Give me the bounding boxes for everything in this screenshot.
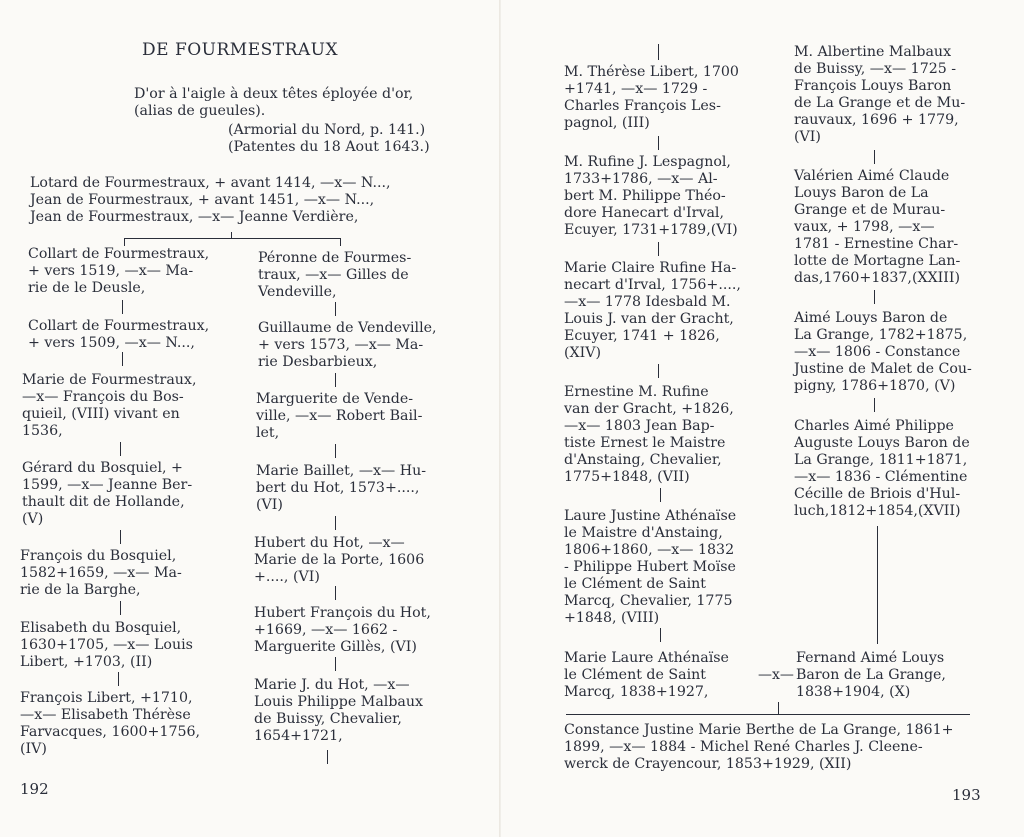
page-number-right: 193: [952, 786, 981, 804]
branch-tick-center: [231, 232, 232, 239]
branch-tick-left: [124, 238, 125, 246]
union-connector-vertical: [778, 702, 779, 714]
entry-gerard-bosquiel: Gérard du Bosquiel, + 1599, —x— Jeanne Ber- thault dit de Hollande, (V): [22, 460, 193, 527]
descent-line: [335, 586, 336, 600]
marriage-mark: —x—: [758, 667, 794, 683]
descent-line: [335, 373, 336, 387]
entry-marie-claire-rufine: Marie Claire Rufine Ha- necart d'Irval, 1756+...., —x— 1778 Idesbald M. Louis J. van der Gracht, Ecuyer, 1741 + 1826, (XIV): [564, 260, 741, 361]
entry-hubert-du-hot: Hubert du Hot, —x— Marie de la Porte, 1606 +...., (VI): [254, 535, 425, 585]
entry-ernestine-gracht: Ernestine M. Rufine van der Gracht, +1826, —x— 1803 Jean Bap- tiste Ernest le Maistre d'Anstaing, Chevalier, 1775+1848, (VII): [564, 384, 734, 485]
descent-line: [335, 516, 336, 530]
descent-line: [874, 290, 875, 304]
descent-line: [335, 444, 336, 458]
blazon-text: D'or à l'aigle à deux têtes éployée d'or, (alias de gueules).: [134, 86, 414, 119]
descent-line: [660, 488, 661, 502]
descent-line: [120, 442, 121, 456]
right-page: [500, 0, 1024, 837]
descent-line: [874, 150, 875, 164]
descent-line: [660, 628, 661, 642]
entry-francois-libert: François Libert, +1710, —x— Elisabeth Thérèse Farvacques, 1600+1756, (IV): [20, 690, 201, 757]
descent-line: [658, 136, 659, 150]
family-title: DE FOURMESTRAUX: [142, 40, 339, 60]
root-ancestors: Lotard de Fourmestraux, + avant 1414, —x— N..., Jean de Fourmestraux, + avant 1451, —x— N..., Jean de Fourmestraux, —x— Jeanne Verdière,: [30, 175, 391, 225]
entry-aime-louys: Aimé Louys Baron de La Grange, 1782+1875, —x— 1806 - Constance Justine de Malet de Cou- pigny, 1786+1870, (V): [794, 310, 972, 394]
continuation-line: [658, 44, 659, 60]
entry-collart-1519: Collart de Fourmestraux, + vers 1519, —x— Ma- rie de le Deusle,: [28, 246, 210, 296]
armorial-reference: (Armorial du Nord, p. 141.): [228, 122, 426, 138]
branch-connector: [124, 238, 340, 239]
entry-marie-j-du-hot: Marie J. du Hot, —x— Louis Philippe Malbaux de Buissy, Chevalier, 1654+1721,: [254, 677, 423, 744]
continuation-line: [327, 750, 328, 764]
entry-albertine-malbaux: M. Albertine Malbaux de Buissy, —x— 1725 - François Louys Baron de La Grange et de Mu- rauvaux, 1696 + 1779, (VI): [794, 44, 966, 145]
entry-constance-justine: Constance Justine Marie Berthe de La Grange, 1861+ 1899, —x— 1884 - Michel René Charles J. Cleene- werck de Crayencour, 1853+1929, (XII): [564, 722, 954, 772]
descent-line: [120, 530, 121, 544]
descent-line: [122, 352, 123, 366]
descent-line: [122, 300, 123, 314]
descent-line: [335, 302, 336, 316]
entry-hubert-francois: Hubert François du Hot, +1669, —x— 1662 - Marguerite Gillès, (VI): [254, 605, 431, 655]
entry-rufine-lespagnol: M. Rufine J. Lespagnol, 1733+1786, —x— Al- bert M. Philippe Théo- dore Hanecart d'Irval, Ecuyer, 1731+1789,(VI): [564, 154, 738, 238]
entry-peronne: Péronne de Fourmes- traux, —x— Gilles de Vendeville,: [258, 250, 412, 300]
entry-collart-1509: Collart de Fourmestraux, + vers 1509, —x— N...,: [28, 318, 210, 351]
entry-francois-bosquiel: François du Bosquiel, 1582+1659, —x— Ma- rie de la Barghe,: [20, 548, 182, 598]
entry-fernand-aime: Fernand Aimé Louys Baron de La Grange, 1838+1904, (X): [796, 650, 946, 700]
union-connector-horizontal: [566, 714, 970, 715]
entry-charles-aime: Charles Aimé Philippe Auguste Louys Baron de La Grange, 1811+1871, —x— 1836 - Clémentine Cécille de Briois d'Hul- luch,1812+1854,(XVII): [794, 418, 970, 519]
descent-line: [874, 398, 875, 412]
entry-therese-libert: M. Thérèse Libert, 1700 +1741, —x— 1729 - Charles François Les- pagnol, (III): [564, 64, 739, 131]
descent-line-long: [877, 526, 878, 644]
descent-line: [335, 657, 336, 671]
entry-guillaume: Guillaume de Vendeville, + vers 1573, —x— Ma- rie Desbarbieux,: [258, 320, 437, 370]
entry-valerien-aime: Valérien Aimé Claude Louys Baron de La Grange et de Murau- vaux, + 1798, —x— 1781 - Ernestine Char- lotte de Mortagne Lan- das,1760+1837,(XXIII): [794, 168, 961, 286]
page-number-left: 192: [20, 780, 49, 798]
branch-tick-right: [340, 238, 341, 246]
entry-marie-fourmestraux: Marie de Fourmestraux, —x— François du Bos- quieil, (VIII) vivant en 1536,: [22, 372, 197, 439]
descent-line: [118, 672, 119, 686]
entry-elisabeth-bosquiel: Elisabeth du Bosquiel, 1630+1705, —x— Louis Libert, +1703, (II): [20, 620, 193, 670]
entry-marie-baillet: Marie Baillet, —x— Hu- bert du Hot, 1573+...., (VI): [256, 463, 427, 513]
entry-laure-justine: Laure Justine Athénaïse le Maistre d'Anstaing, 1806+1860, —x— 1832 - Philippe Hubert Moïse le Clément de Saint Marcq, Chevalier, 1775 +1848, (VIII): [564, 508, 737, 626]
patent-reference: (Patentes du 18 Aout 1643.): [228, 139, 430, 155]
entry-marguerite: Marguerite de Vende- ville, —x— Robert Bail- let,: [256, 391, 423, 441]
entry-marie-laure: Marie Laure Athénaïse le Clément de Saint Marcq, 1838+1927,: [564, 650, 729, 700]
left-page: [0, 0, 500, 837]
descent-line: [120, 601, 121, 615]
descent-line: [658, 242, 659, 256]
descent-line: [658, 364, 659, 378]
